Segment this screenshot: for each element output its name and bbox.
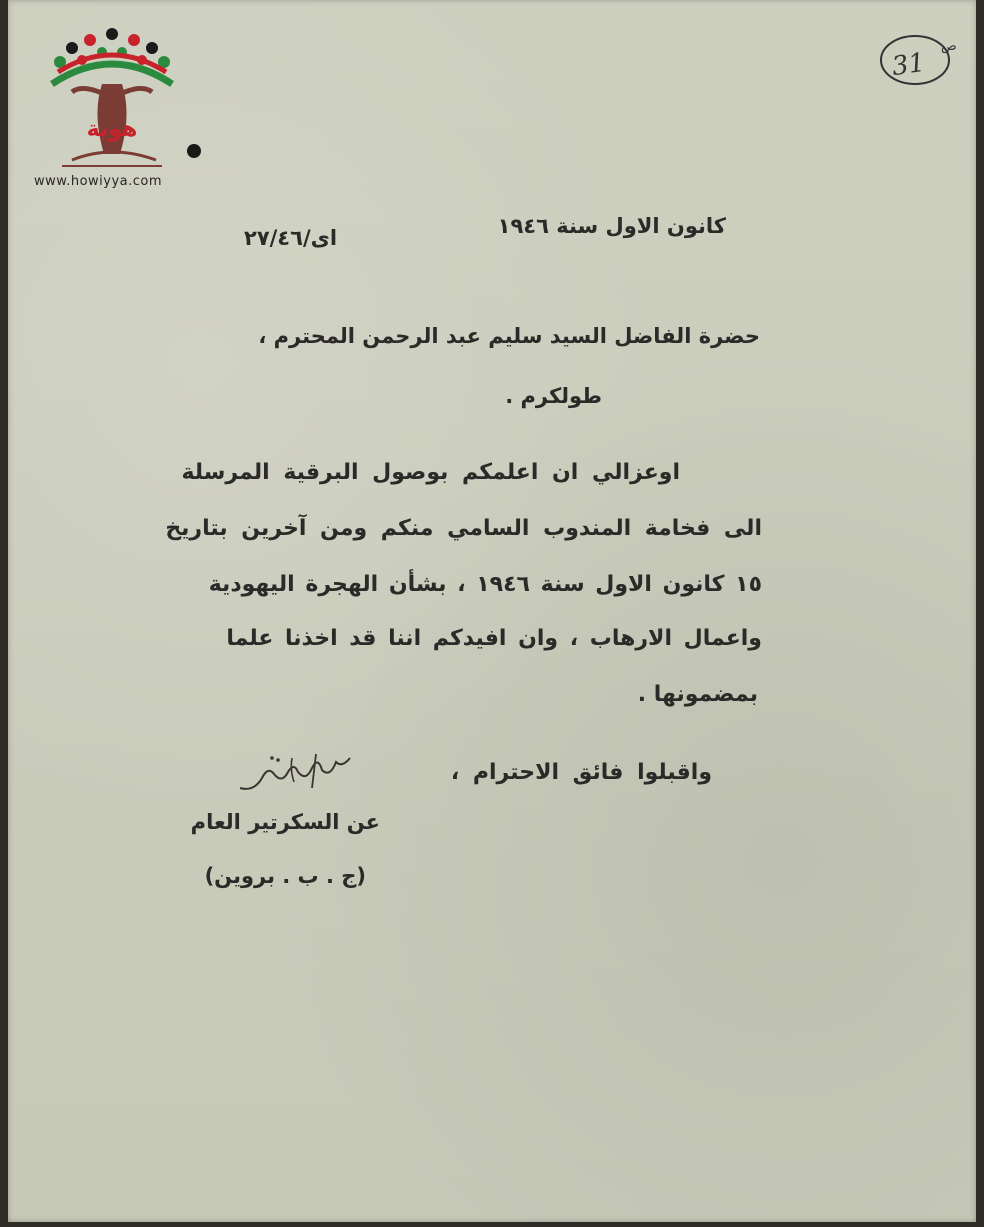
logo-text: هوية bbox=[86, 117, 138, 142]
body-line: واعمال الارهاب ، وان افيدكم اننا قد اخذنا علما bbox=[226, 626, 762, 651]
page-number: 31 bbox=[890, 47, 928, 83]
body-line: بمضمونها . bbox=[637, 682, 758, 707]
signatory-name: (ج . ب . بروين) bbox=[204, 864, 366, 888]
addressee-city: طولكرم . bbox=[505, 384, 602, 408]
handwritten-signature bbox=[232, 748, 354, 798]
on-behalf-text: عن السكرتير العام bbox=[190, 810, 380, 834]
date-text: كانون الاول سنة ١٩٤٦ bbox=[497, 214, 726, 238]
watermark-url: www.howiyya.com bbox=[34, 174, 163, 189]
body-line: ١٥ كانون الاول سنة ١٩٤٦ ، بشأن الهجرة اليهودية bbox=[208, 572, 762, 597]
reference-number: اى/٢٧/٤٦ bbox=[244, 226, 338, 250]
body-line: الى فخامة المندوب السامي منكم ومن آخرين بتاريخ bbox=[165, 516, 762, 541]
punch-hole-mark bbox=[187, 144, 201, 158]
addressee-line: حضرة الفاضل السيد سليم عبد الرحمن المحترم ، bbox=[258, 324, 760, 348]
svg-text:ص: ص bbox=[941, 39, 957, 54]
closing-text: واقبلوا فائق الاحترام ، bbox=[450, 760, 712, 785]
logo-people bbox=[52, 28, 172, 84]
howiyya-logo bbox=[32, 24, 192, 194]
body-line: اوعزالي ان اعلمكم بوصول البرقية المرسلة bbox=[181, 460, 680, 485]
